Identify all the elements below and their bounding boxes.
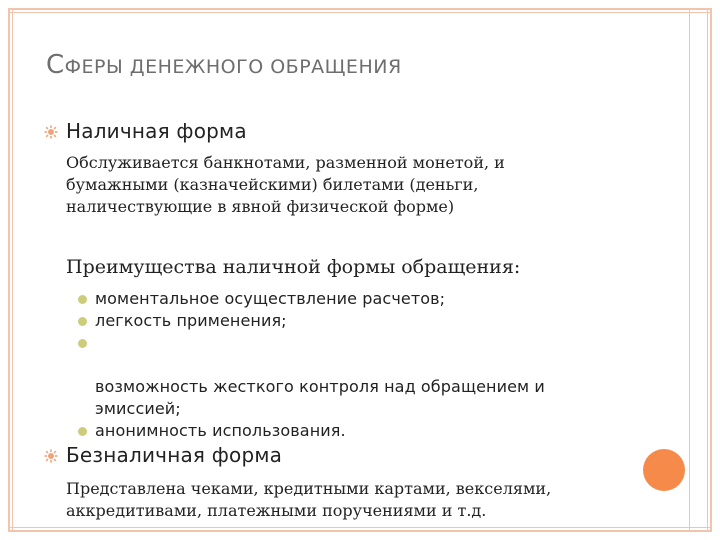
dot-icon xyxy=(78,295,87,304)
advantage-text: легкость применения; xyxy=(95,311,287,330)
title-rest: ФЕРЫ ДЕНЕЖНОГО ОБРАЩЕНИЯ xyxy=(64,56,402,78)
frame-inner-line-right xyxy=(707,8,708,532)
list-item xyxy=(78,332,638,420)
slide-title xyxy=(46,50,402,80)
dot-icon xyxy=(78,317,87,326)
accent-circle xyxy=(643,449,685,491)
advantage-text: возможность жесткого контроля над обращением и эмиссией; xyxy=(95,377,545,418)
frame-inner-line-bottom xyxy=(8,527,712,528)
title-initial: С xyxy=(46,50,65,80)
advantage-text: моментальное осуществление расчетов; xyxy=(95,289,446,308)
sunburst-icon xyxy=(44,449,58,463)
list-item xyxy=(78,310,638,332)
advantages-heading: Преимущества наличной формы обращения: xyxy=(66,256,521,278)
section-heading-cashless: Безналичная форма xyxy=(66,443,283,467)
section-description-cashless: Представлена чеками, кредитными картами, векселями, аккредитивами, платежными поручениями и т.д. xyxy=(66,479,552,520)
list-item xyxy=(78,288,638,310)
list-item xyxy=(78,420,638,442)
dot-icon xyxy=(78,427,87,436)
advantage-text: анонимность использования. xyxy=(95,421,346,440)
frame-inner-line-right-2 xyxy=(689,8,690,532)
sunburst-icon xyxy=(44,125,58,139)
advantages-list xyxy=(78,288,638,442)
frame-inner-line-left xyxy=(12,8,13,532)
frame-inner-line-top xyxy=(8,12,712,13)
section-heading-cash: Наличная форма xyxy=(66,119,247,143)
dot-icon xyxy=(78,339,87,348)
section-description-cash: Обслуживается банкнотами, разменной монетой, и бумажными (казначейскими) билетами (деньги, наличествующие в явной физической форме) xyxy=(66,153,505,216)
